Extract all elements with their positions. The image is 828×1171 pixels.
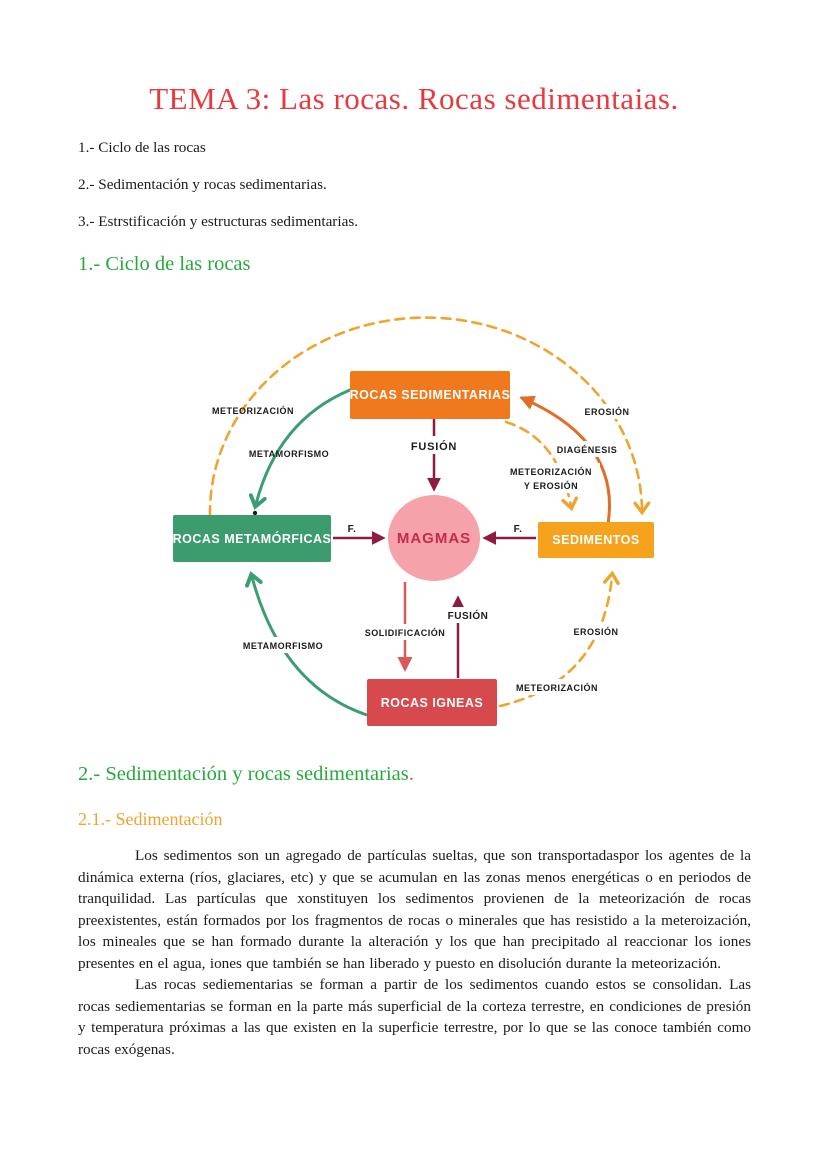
section-2-heading xyxy=(78,762,414,787)
label-fusion-top: FUSIÓN xyxy=(410,441,458,453)
section-2-heading-text: 2.- Sedimentación y rocas sedimentarias xyxy=(78,763,409,785)
section-1-heading: 1.- Ciclo de las rocas xyxy=(78,253,251,275)
label-y-erosion-inner: Y EROSIÓN xyxy=(523,481,579,491)
label-f-right: F. xyxy=(513,524,523,535)
label-metamorfismo-bottom: METAMORFISMO xyxy=(242,641,324,651)
section-2-1-heading: 2.1.- Sedimentación xyxy=(78,809,223,829)
label-erosion-top-right: EROSIÓN xyxy=(584,407,630,417)
node-rocas-igneas-label: ROCAS IGNEAS xyxy=(380,696,484,710)
section-2-heading-period: . xyxy=(408,763,414,785)
toc-item-3: 3.- Estrstificación y estructuras sedimentarias. xyxy=(78,213,359,230)
label-meteorizacion-inner: METEORIZACIÓN xyxy=(510,467,592,477)
label-erosion-bottom-right: EROSIÓN xyxy=(573,627,619,637)
node-magmas-label: MAGMAS xyxy=(396,530,472,547)
label-fusion-bottom: FUSIÓN xyxy=(447,611,489,622)
label-metamorfismo-top: METAMORFISMO xyxy=(248,449,330,459)
paragraph-sedimentos: Los sedimentos son un agregado de partículas sueltas, que son transportadaspor los agentes de la dinámica externa (ríos, glaciares, etc) y que se acumulan en las zonas menos energéticas o en periodos de tranquilidad. Las partículas que xonstituyen los sedimentos provienen de la meteorización de rocas preexistentes, están formados por los fragmentos de rocas o minerales que has resistido a la meteroización, los mineales que se han formado durante la alteración y los que han precipitado al reaccionar los iones presentes en el agua, iones que también se han liberado y puesto en disolución durante la meteorización. xyxy=(78,847,751,972)
toc-item-1: 1.- Ciclo de las rocas xyxy=(78,139,206,156)
page-title: TEMA 3: Las rocas. Rocas sedimentaias. xyxy=(149,81,679,116)
label-solidificacion: SOLIDIFICACIÓN xyxy=(364,628,446,638)
rock-cycle-diagram xyxy=(150,310,690,745)
node-rocas-metamorficas-label: ROCAS METAMÓRFICAS xyxy=(172,532,332,546)
toc-item-2: 2.- Sedimentación y rocas sedimentarias. xyxy=(78,176,327,193)
label-meteorizacion-top-left: METEORIZACIÓN xyxy=(212,406,294,416)
table-of-contents xyxy=(78,140,358,251)
paragraph-rocas-sedimentarias: Las rocas sediementarias se forman a partir de los sedimentos cuando estos se consolidan. Las rocas sediementarias se forman en la parte más superficial de la corteza terrestre, en condiciones de presión y temperatura próximas a las que existen en la superficie terrestre, por lo que se las conoce también como rocas exógenas. xyxy=(78,976,751,1058)
arrow-tip-dot xyxy=(253,511,257,515)
node-sedimentos-label: SEDIMENTOS xyxy=(552,533,640,547)
node-rocas-sedimentarias-label: ROCAS SEDIMENTARIAS xyxy=(349,388,511,402)
body-text xyxy=(78,845,751,1060)
label-meteorizacion-bottom-right: METEORIZACIÓN xyxy=(516,683,598,693)
label-diagenesis: DIAGÉNESIS xyxy=(556,445,618,455)
label-f-left: F. xyxy=(347,524,357,535)
